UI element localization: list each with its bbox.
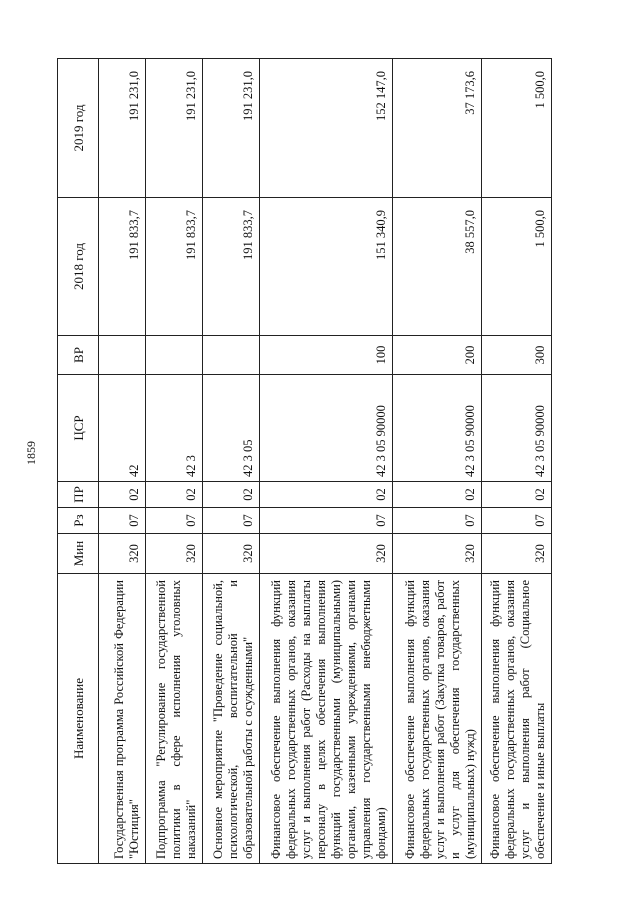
row-csr: 42 3: [146, 375, 203, 482]
table-row: [393, 59, 482, 864]
row-name: Основное мероприятие "Проведение социальной, психологической, воспитательной и образовательной работы с осужденными": [203, 574, 260, 864]
table-row: [99, 59, 146, 864]
header-2019: 2019 год: [58, 59, 99, 198]
row-csr: 42 3 05 90000: [482, 375, 552, 482]
row-2019: 191 231,0: [203, 59, 260, 198]
row-2019: 191 231,0: [99, 59, 146, 198]
row-2018: 1 500,0: [482, 198, 552, 336]
row-name: Финансовое обеспечение выполнения функций федеральных государственных органов, оказания услуг и выполнения работ (Социальное обеспечение и иные выплаты: [482, 574, 552, 864]
row-2019: 152 147,0: [260, 59, 393, 198]
row-min: 320: [482, 534, 552, 574]
header-csr: ЦСР: [58, 375, 99, 482]
row-pr: 02: [146, 482, 203, 508]
row-vr: [203, 336, 260, 375]
row-csr: 42 3 05: [203, 375, 260, 482]
row-rz: 07: [146, 508, 203, 534]
row-name: Финансовое обеспечение выполнения функций федеральных государственных органов, оказания услуг и выполнения работ (Расходы на выплаты персоналу в целях обеспечения выполнения функций государственными (муниципальными) органами, казенными учреждениями, органами управления государственными внебюджетными фондами): [260, 574, 393, 864]
header-vr: ВР: [58, 336, 99, 375]
row-min: 320: [260, 534, 393, 574]
row-min: 320: [99, 534, 146, 574]
row-csr: 42 3 05 90000: [260, 375, 393, 482]
row-min: 320: [146, 534, 203, 574]
row-name: Подпрограмма "Регулирование государственной политики в сфере исполнения уголовных наказаний": [146, 574, 203, 864]
row-name: Государственная программа Российской Федерации "Юстиция": [99, 574, 146, 864]
rotated-page-content: [57, 59, 604, 864]
budget-table: [57, 58, 552, 864]
row-vr: 100: [260, 336, 393, 375]
row-csr: 42: [99, 375, 146, 482]
row-2018: 191 833,7: [146, 198, 203, 336]
table-header-row: [58, 59, 99, 864]
row-rz: 07: [393, 508, 482, 534]
row-vr: 300: [482, 336, 552, 375]
row-name: Финансовое обеспечение выполнения функций федеральных государственных органов, оказания услуг и выполнения работ (Закупка товаров, работ и услуг для обеспечения государственных (муниципальных) нужд): [393, 574, 482, 864]
row-pr: 02: [393, 482, 482, 508]
row-vr: [99, 336, 146, 375]
row-vr: [146, 336, 203, 375]
page-number: 1859: [24, 441, 38, 465]
table-row: [482, 59, 552, 864]
row-min: 320: [203, 534, 260, 574]
row-2019: 1 500,0: [482, 59, 552, 198]
row-rz: 07: [260, 508, 393, 534]
header-name: Наименование: [58, 574, 99, 864]
row-vr: 200: [393, 336, 482, 375]
row-pr: 02: [99, 482, 146, 508]
table-row: [260, 59, 393, 864]
row-rz: 07: [99, 508, 146, 534]
row-2018: 38 557,0: [393, 198, 482, 336]
header-min: Мин: [58, 534, 99, 574]
row-pr: 02: [203, 482, 260, 508]
header-rz: Рз: [58, 508, 99, 534]
header-2018: 2018 год: [58, 198, 99, 336]
row-2019: 191 231,0: [146, 59, 203, 198]
header-pr: ПР: [58, 482, 99, 508]
row-2018: 191 833,7: [203, 198, 260, 336]
row-pr: 02: [260, 482, 393, 508]
row-2018: 151 340,9: [260, 198, 393, 336]
row-2019: 37 173,6: [393, 59, 482, 198]
row-2018: 191 833,7: [99, 198, 146, 336]
row-csr: 42 3 05 90000: [393, 375, 482, 482]
row-pr: 02: [482, 482, 552, 508]
row-rz: 07: [203, 508, 260, 534]
row-rz: 07: [482, 508, 552, 534]
table-row: [146, 59, 203, 864]
table-row: [203, 59, 260, 864]
row-min: 320: [393, 534, 482, 574]
